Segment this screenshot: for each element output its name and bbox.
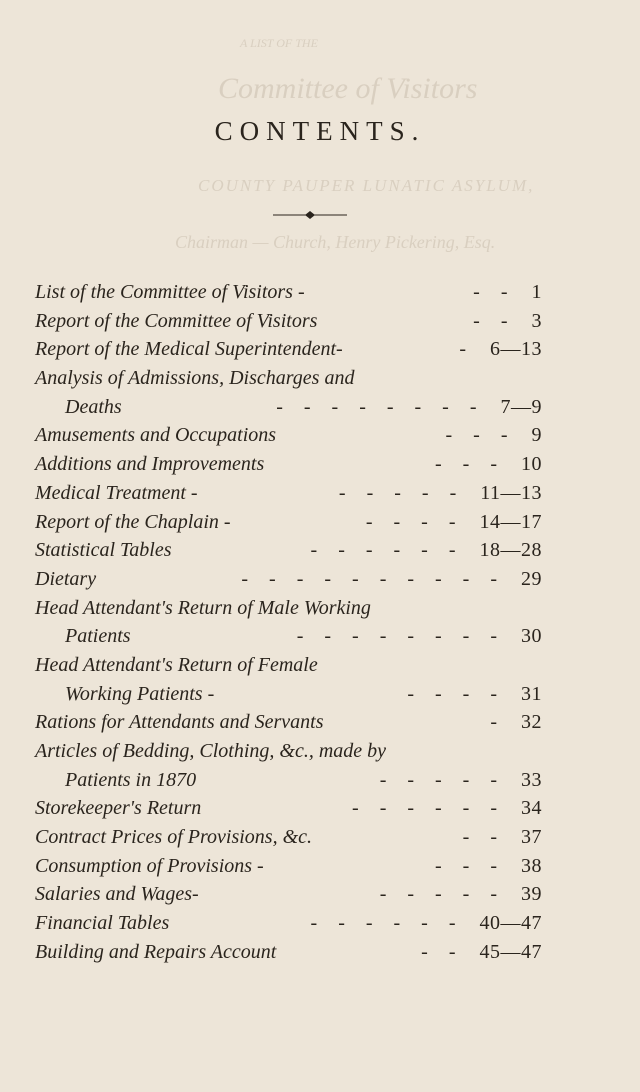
toc-entry-title: List of the Committee of Visitors -	[35, 281, 305, 303]
toc-page-number: 11—13	[480, 481, 542, 504]
toc-entry-title: Patients	[65, 625, 131, 648]
toc-entry-title: Articles of Bedding, Clothing, &c., made by	[35, 740, 387, 762]
toc-entry	[0, 766, 640, 795]
toc-entry-title: Deaths	[65, 395, 122, 418]
toc-page-number: 34	[521, 797, 542, 820]
show-through-text: COUNTY PAUPER LUNATIC ASYLUM,	[198, 176, 535, 195]
page-title: CONTENTS.	[214, 116, 426, 146]
toc-entry	[0, 278, 640, 307]
toc-entry-title: Consumption of Provisions -	[35, 854, 264, 877]
toc-page-number: 32	[521, 711, 542, 734]
toc-leader: - - -	[445, 424, 516, 447]
toc-leader: - - - - - - - - - -	[241, 567, 505, 590]
toc-leader: - - - - - - - -	[296, 625, 505, 648]
toc-entry	[0, 852, 640, 881]
toc-entry	[0, 364, 640, 393]
toc-page-number: 18—28	[479, 539, 542, 562]
toc-entry	[0, 393, 640, 422]
toc-entry	[0, 421, 640, 450]
toc-entry-title: Building and Repairs Account	[35, 940, 277, 963]
toc-entry	[0, 450, 640, 479]
toc-leader: - -	[473, 281, 516, 303]
toc-page-number: 45—47	[479, 940, 542, 963]
ornament-divider	[273, 210, 347, 220]
toc-entry	[0, 335, 640, 364]
toc-leader: - - - - - -	[310, 912, 464, 935]
toc-entry-title: Financial Tables	[35, 912, 170, 935]
toc-entry	[0, 307, 640, 336]
toc-page-number: 14—17	[479, 510, 542, 533]
toc-page-number: 1	[531, 281, 542, 303]
toc-leader: - -	[473, 309, 516, 332]
toc-page-number: 33	[521, 768, 542, 791]
toc-entry-title: Rations for Attendants and Servants	[35, 711, 324, 734]
toc-entry	[0, 622, 640, 651]
toc-entry	[0, 708, 640, 737]
toc-page-number: 6—13	[490, 338, 542, 361]
toc-leader: - - - - - - - -	[276, 395, 485, 418]
toc-leader: - - - - -	[379, 883, 505, 906]
toc-entry	[0, 508, 640, 537]
toc-page-number: 39	[521, 883, 542, 906]
toc-entry-title: Additions and Improvements	[35, 453, 265, 476]
table-of-contents	[0, 278, 640, 967]
toc-leader: - - - -	[365, 510, 464, 533]
toc-entry-title: Report of the Medical Superintendent-	[35, 338, 343, 361]
toc-leader: - - - -	[407, 682, 505, 705]
toc-entry	[0, 909, 640, 938]
toc-leader: - - - - - -	[310, 539, 464, 562]
toc-entry-title: Amusements and Occupations	[35, 424, 277, 447]
toc-entry-title: Storekeeper's Return	[35, 797, 202, 820]
toc-entry-title: Report of the Committee of Visitors	[35, 309, 318, 332]
toc-entry	[0, 536, 640, 565]
show-through-text: A LIST OF THE	[240, 36, 318, 50]
toc-leader: -	[459, 338, 474, 361]
toc-page-number: 10	[521, 453, 542, 476]
toc-entry	[0, 479, 640, 508]
toc-entry-title: Report of the Chaplain -	[35, 510, 231, 533]
toc-entry	[0, 823, 640, 852]
toc-page-number: 38	[521, 854, 542, 877]
toc-page-number: 3	[531, 309, 542, 332]
toc-entry	[0, 680, 640, 709]
toc-leader: - - - - -	[338, 481, 465, 504]
toc-page-number: 7—9	[500, 395, 542, 418]
toc-page-number: 30	[521, 625, 542, 648]
toc-entry	[0, 651, 640, 680]
toc-entry-title: Medical Treatment -	[35, 481, 198, 504]
toc-entry-title: Salaries and Wages-	[35, 883, 199, 906]
toc-entry-title: Statistical Tables	[35, 539, 172, 562]
toc-entry-title: Head Attendant's Return of Female	[35, 653, 318, 676]
toc-entry	[0, 938, 640, 967]
toc-leader: -	[490, 711, 505, 734]
toc-entry	[0, 594, 640, 623]
toc-entry	[0, 565, 640, 594]
toc-entry	[0, 794, 640, 823]
toc-entry	[0, 737, 640, 766]
toc-page-number: 37	[521, 826, 542, 849]
toc-entry-title: Dietary	[35, 567, 97, 590]
show-through-text: Committee of Visitors	[218, 72, 478, 105]
toc-page-number: 9	[531, 424, 542, 447]
toc-entry	[0, 880, 640, 909]
toc-leader: - - - - -	[379, 768, 505, 791]
toc-page-number: 29	[521, 567, 542, 590]
show-through-text: Chairman — Church, Henry Pickering, Esq.	[175, 232, 496, 252]
toc-entry-title: Contract Prices of Provisions, &c.	[35, 826, 313, 849]
toc-page-number: 40—47	[479, 912, 542, 935]
toc-leader: - - - - - -	[352, 797, 505, 820]
toc-entry-title: Patients in 1870	[65, 768, 197, 791]
toc-leader: - - -	[435, 453, 505, 476]
toc-leader: - - -	[435, 854, 505, 877]
toc-leader: - -	[462, 826, 505, 849]
toc-entry-title: Working Patients -	[65, 682, 215, 705]
toc-entry-title: Analysis of Admissions, Discharges and	[35, 367, 355, 390]
toc-leader: - -	[421, 940, 464, 963]
toc-page-number: 31	[521, 682, 542, 705]
toc-entry-title: Head Attendant's Return of Male Working	[35, 596, 371, 619]
